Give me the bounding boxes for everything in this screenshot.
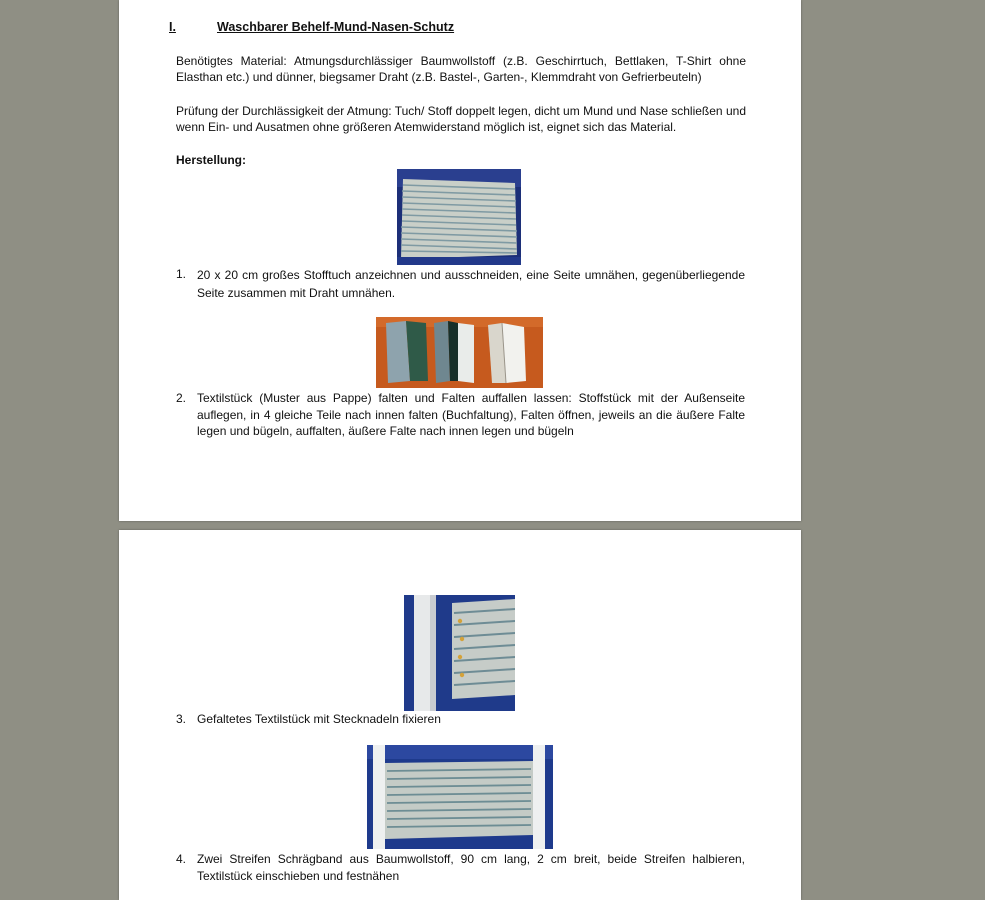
- cardboard-fold-illustration: [376, 317, 543, 388]
- document-page-1: [119, 0, 801, 521]
- section-number: I.: [169, 20, 176, 34]
- step-2-text: Textilstück (Muster aus Pappe) falten und Falten auffallen lassen: Stoffstück mit der Außenseite auflegen, in 4 gleiche Teile nach innen falten (Buchfaltung), Falten öffnen, jeweils an die äußere Falte legen und bügeln, auffalten, äußere Falte nach innen legen und bügeln: [197, 391, 745, 438]
- cardboard-fold-photo: [376, 317, 543, 388]
- breathability-test-paragraph: Prüfung der Durchlässigkeit der Atmung: Tuch/ Stoff doppelt legen, dicht um Mund und Nase schließen und wenn Ein- und Ausatmen ohne größeren Atemwiderstand möglich ist, eignet sich das Material.: [176, 104, 746, 134]
- step-4-text: Zwei Streifen Schrägband aus Baumwollstoff, 90 cm lang, 2 cm breit, beide Streifen halbieren, Textilstück einschieben und festnähen: [197, 852, 745, 883]
- material-paragraph: Benötigtes Material: Atmungsdurchlässiger Baumwollstoff (z.B. Geschirrtuch, Bettlaken, T-Shirt ohne Elasthan etc.) und dünner, biegsamer Draht (z.B. Bastel-, Garten-, Klemmdraht von Gefrierbeuteln): [176, 54, 746, 84]
- step-1-text: 20 x 20 cm großes Stofftuch anzeichnen und ausschneiden, eine Seite umnähen, gegenüberliegende Seite zusammen mit Draht umnähen.: [197, 268, 745, 300]
- step-2-number: 2.: [176, 391, 187, 405]
- finished-mask-illustration: [367, 745, 553, 849]
- finished-mask-photo: [367, 745, 553, 849]
- herstellung-label: Herstellung:: [176, 153, 247, 167]
- fabric-square-photo: [397, 169, 521, 265]
- step-3-text: Gefaltetes Textilstück mit Stecknadeln fixieren: [197, 712, 441, 726]
- document-page-2: [119, 530, 801, 900]
- pinned-fabric-illustration: [404, 595, 515, 711]
- pinned-fabric-photo: [404, 595, 515, 711]
- section-title: Waschbarer Behelf-Mund-Nasen-Schutz: [217, 20, 455, 34]
- fabric-square-illustration: [397, 169, 521, 265]
- step-3-number: 3.: [176, 712, 187, 726]
- step-4-number: 4.: [176, 852, 187, 866]
- step-1-number: 1.: [176, 267, 187, 281]
